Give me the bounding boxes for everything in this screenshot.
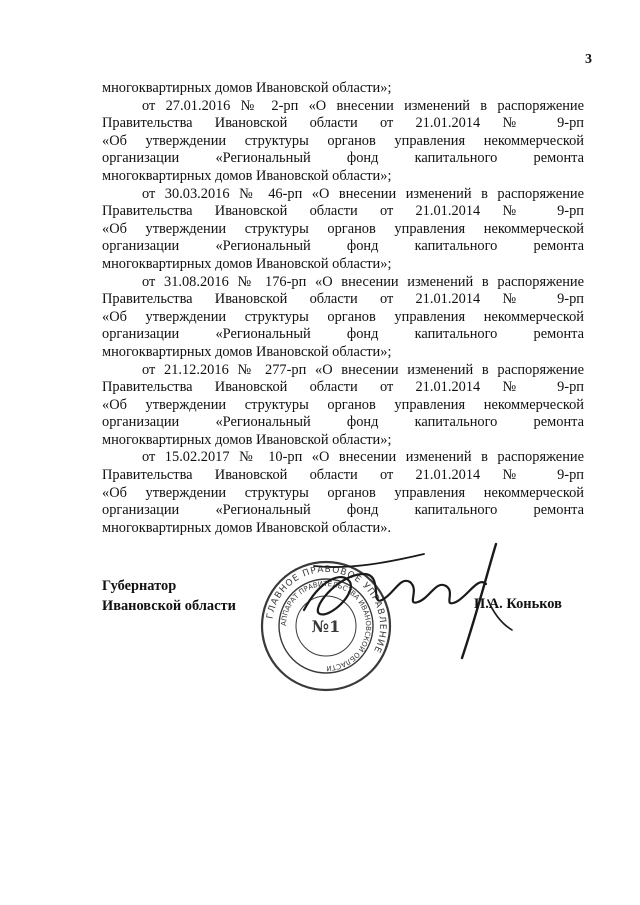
text-line: организации «Региональный фонд капитального ремонта — [102, 326, 584, 343]
signatory-title — [102, 576, 236, 616]
text-line: от 31.08.2016 № 176-рп «О внесении изменений в распоряжение — [142, 273, 584, 290]
signatory-name: П.А. Коньков — [474, 596, 562, 612]
text-line: Правительства Ивановской области от 21.01.2014 № 9-рп — [102, 467, 584, 484]
signatory-title-line2: Ивановской области — [102, 598, 236, 614]
text-line: «Об утверждении структуры органов управления некоммерческой — [102, 132, 584, 149]
text-line: организации «Региональный фонд капитального ремонта — [102, 414, 584, 431]
text-line: «Об утверждении структуры органов управления некоммерческой — [102, 484, 584, 501]
document-body — [102, 80, 584, 537]
text-line: Правительства Ивановской области от 21.01.2014 № 9-рп — [102, 291, 584, 308]
text-line: «Об утверждении структуры органов управления некоммерческой — [102, 396, 584, 413]
text-line: многоквартирных домов Ивановской области»; — [102, 167, 392, 184]
text-line: Правительства Ивановской области от 21.01.2014 № 9-рп — [102, 203, 584, 220]
text-line: от 27.01.2016 № 2-рп «О внесении изменений в распоряжение — [142, 97, 584, 114]
text-line: от 15.02.2017 № 10-рп «О внесении изменений в распоряжение — [142, 449, 584, 466]
text-line: «Об утверждении структуры органов управления некоммерческой — [102, 308, 584, 325]
text-line: организации «Региональный фонд капитального ремонта — [102, 150, 584, 167]
stamp-inner-text: АППАРАТ ПРАВИТЕЛЬСТВА ИВАНОВСКОЙ ОБЛАСТИ — [279, 579, 373, 673]
text-line: от 21.12.2016 № 277-рп «О внесении изменений в распоряжение — [142, 361, 584, 378]
text-line: организации «Региональный фонд капитального ремонта — [102, 238, 584, 255]
text-line: многоквартирных домов Ивановской области»; — [102, 431, 392, 448]
text-line: многоквартирных домов Ивановской области». — [102, 519, 392, 536]
text-line: Правительства Ивановской области от 21.01.2014 № 9-рп — [102, 115, 584, 132]
text-line: многоквартирных домов Ивановской области»; — [102, 80, 392, 96]
stamp-center-number: №1 — [311, 617, 341, 636]
text-line: «Об утверждении структуры органов управления некоммерческой — [102, 220, 584, 237]
text-line: многоквартирных домов Ивановской области»; — [102, 343, 392, 360]
signatory-title-line1: Губернатор — [102, 578, 177, 594]
text-line: организации «Региональный фонд капитального ремонта — [102, 502, 584, 519]
text-line: от 30.03.2016 № 46-рп «О внесении изменений в распоряжение — [142, 185, 584, 202]
text-line: многоквартирных домов Ивановской области»; — [102, 255, 392, 272]
text-line: Правительства Ивановской области от 21.01.2014 № 9-рп — [102, 379, 584, 396]
page-number: 3 — [585, 52, 592, 67]
stamp-outer-text: ГЛАВНОЕ ПРАВОВОЕ УПРАВЛЕНИЕ — [265, 564, 388, 655]
